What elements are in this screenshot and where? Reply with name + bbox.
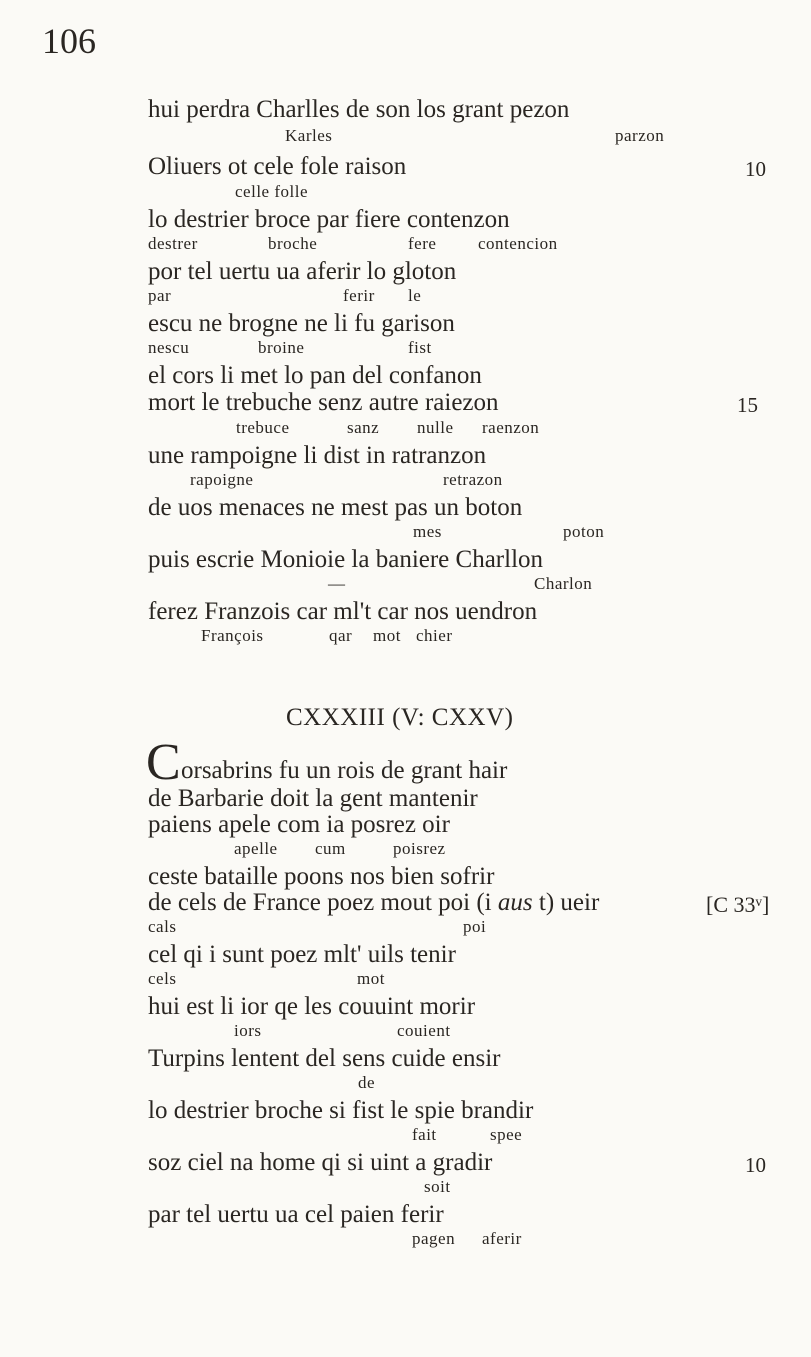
- variant-reading: retrazon: [443, 470, 503, 489]
- variant-reading: fist: [408, 338, 432, 357]
- verse-line: Turpins lentent del sens cuide ensir: [148, 1045, 501, 1072]
- verse-line: escu ne brogne ne li fu garison: [148, 310, 455, 337]
- variant-reading: sanz: [347, 418, 380, 437]
- variant-reading: rapoigne: [190, 470, 254, 489]
- verse-line: hui perdra Charlles de son los grant pezon: [148, 96, 570, 123]
- variant-reading: raenzon: [482, 418, 540, 437]
- variant-reading: Charlon: [534, 574, 593, 593]
- variant-reading: mot: [373, 626, 401, 645]
- verse-line: lo destrier broche si fist le spie brandir: [148, 1097, 534, 1124]
- variant-reading: le: [408, 286, 422, 305]
- variant-reading: soit: [424, 1177, 451, 1196]
- variant-reading: pagen: [412, 1229, 456, 1248]
- drop-cap: C: [146, 734, 181, 791]
- variant-reading: trebuce: [236, 418, 290, 437]
- variant-reading: fait: [412, 1125, 437, 1144]
- section-heading: CXXXIII (V: CXXV): [286, 704, 514, 731]
- verse-line: ceste bataille poons nos bien sofrir: [148, 863, 495, 890]
- line-number: 10: [745, 1153, 766, 1177]
- variant-reading: broche: [268, 234, 318, 253]
- variant-reading: cels: [148, 969, 177, 988]
- variant-reading: —: [328, 574, 346, 593]
- line-number: 10: [745, 157, 766, 181]
- variant-reading: poi: [463, 917, 487, 936]
- variant-reading: mes: [413, 522, 442, 541]
- variant-reading: cum: [315, 839, 346, 858]
- verse-line: por tel uertu ua aferir lo gloton: [148, 258, 457, 285]
- verse-line: [148, 889, 599, 917]
- variant-reading: François: [201, 626, 264, 645]
- variant-reading: ferir: [343, 286, 375, 305]
- verse-line: puis escrie Monioie la baniere Charllon: [148, 546, 544, 573]
- verse-text: t) ueir: [532, 889, 600, 916]
- verse-line: lo destrier broce par fiere contenzon: [148, 206, 510, 233]
- variant-reading: parzon: [615, 126, 665, 145]
- verse-line: une rampoigne li dist in ratranzon: [148, 442, 487, 469]
- variant-reading: celle folle: [235, 182, 308, 201]
- verse-line: hui est li ior qe les couuint morir: [148, 993, 476, 1020]
- verse-line: par tel uertu ua cel paien ferir: [148, 1201, 444, 1228]
- variant-reading: iors: [234, 1021, 262, 1040]
- verse-line: orsabrins fu un rois de grant hair: [181, 757, 508, 784]
- verse-line: de uos menaces ne mest pas un boton: [148, 494, 523, 521]
- variant-reading: apelle: [234, 839, 278, 858]
- verse-line: Oliuers ot cele fole raison: [148, 153, 407, 180]
- variant-reading: spee: [490, 1125, 523, 1144]
- verse-line: cel qi i sunt poez mlt' uils tenir: [148, 941, 456, 968]
- verse-line: de Barbarie doit la gent mantenir: [148, 785, 478, 812]
- variant-reading: poton: [563, 522, 605, 541]
- line-number: 15: [737, 393, 758, 417]
- verse-line: ferez Franzois car ml't car nos uendron: [148, 598, 538, 625]
- variant-reading: chier: [416, 626, 453, 645]
- variant-reading: poisrez: [393, 839, 446, 858]
- variant-reading: par: [148, 286, 172, 305]
- verse-line: el cors li met lo pan del confanon: [148, 362, 482, 389]
- page-number: 106: [42, 21, 96, 61]
- variant-reading: mot: [357, 969, 385, 988]
- manuscript-reference: [C 33ᵛ]: [706, 892, 770, 917]
- variant-reading: nulle: [417, 418, 454, 437]
- verse-text: de cels de France poez mout poi (i: [148, 889, 498, 916]
- variant-reading: destrer: [148, 234, 198, 253]
- variant-reading: Karles: [285, 126, 333, 145]
- variant-reading: broine: [258, 338, 305, 357]
- variant-reading: de: [358, 1073, 376, 1092]
- variant-reading: aferir: [482, 1229, 522, 1248]
- variant-reading: nescu: [148, 338, 190, 357]
- variant-reading: cals: [148, 917, 177, 936]
- verse-line: soz ciel na home qi si uint a gradir: [148, 1149, 493, 1176]
- italic-word: aus: [497, 889, 533, 916]
- variant-reading: fere: [408, 234, 437, 253]
- variant-reading: qar: [329, 626, 353, 645]
- verse-line: mort le trebuche senz autre raiezon: [148, 389, 499, 416]
- variant-reading: contencion: [478, 234, 558, 253]
- verse-line: paiens apele com ia posrez oir: [148, 811, 450, 838]
- variant-reading: couient: [397, 1021, 451, 1040]
